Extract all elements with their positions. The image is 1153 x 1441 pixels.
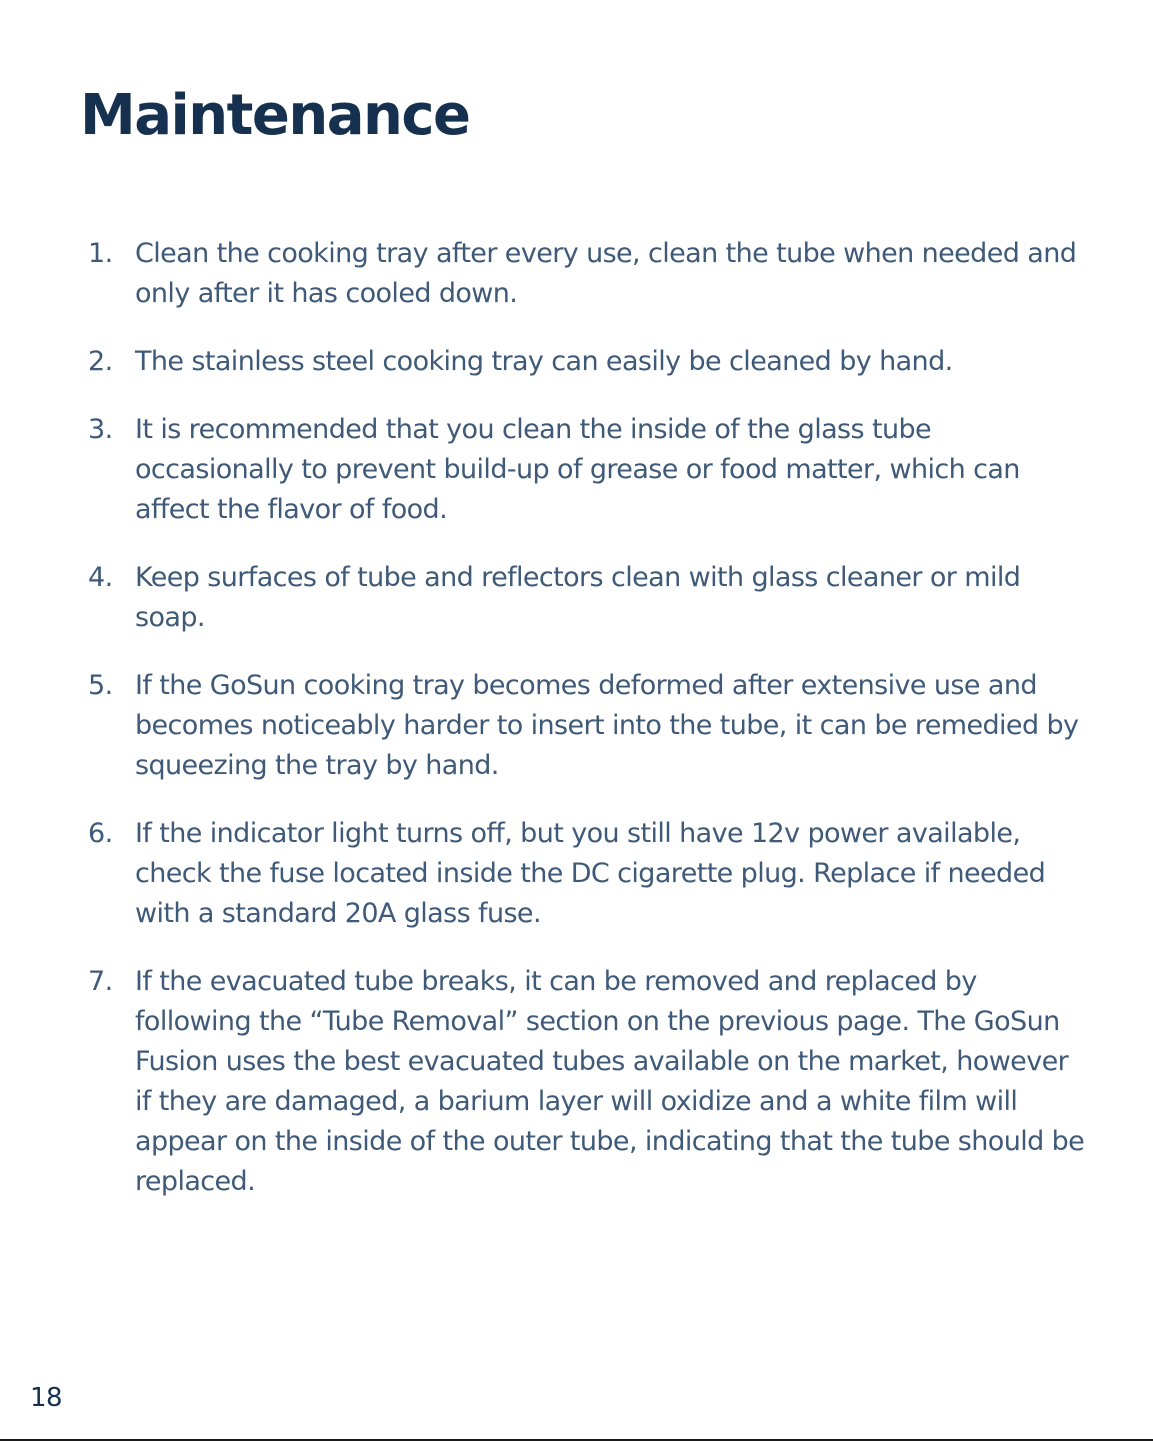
step-number: 4. [88, 562, 113, 593]
step-text: If the GoSun cooking tray becomes deformed after extensive use and becomes noticeably harder to insert into the tube, it can be remedied by squeezing the tray by hand. [135, 670, 1079, 781]
step-text: Keep surfaces of tube and reflectors clean with glass cleaner or mild soap. [135, 562, 1021, 633]
list-item [88, 410, 1088, 530]
step-text: If the evacuated tube breaks, it can be removed and replaced by following the “Tube Removal” section on the previous page. The GoSun Fusion uses the best evacuated tubes available on the market, however if they are damaged, a barium layer will oxidize and a white film will appear on the inside of the outer tube, indicating that the tube should be replaced. [135, 966, 1085, 1197]
step-text: The stainless steel cooking tray can easily be cleaned by hand. [135, 346, 953, 377]
step-number: 7. [88, 966, 113, 997]
list-item [88, 962, 1088, 1202]
list-item [88, 342, 1088, 382]
step-text: It is recommended that you clean the inside of the glass tube occasionally to prevent build-up of grease or food matter, which can affect the flavor of food. [135, 414, 1020, 525]
list-item [88, 814, 1088, 934]
step-number: 6. [88, 818, 113, 849]
list-item [88, 666, 1088, 786]
step-number: 2. [88, 346, 113, 377]
maintenance-steps-list [88, 234, 1088, 1230]
step-number: 1. [88, 238, 113, 269]
list-item [88, 234, 1088, 314]
step-number: 3. [88, 414, 113, 445]
page-number: 18 [30, 1383, 63, 1413]
step-text: If the indicator light turns off, but you still have 12v power available, check the fuse located inside the DC cigarette plug. Replace if needed with a standard 20A glass fuse. [135, 818, 1046, 929]
list-item [88, 558, 1088, 638]
page-title: Maintenance [80, 83, 470, 148]
step-number: 5. [88, 670, 113, 701]
step-text: Clean the cooking tray after every use, clean the tube when needed and only after it has cooled down. [135, 238, 1077, 309]
